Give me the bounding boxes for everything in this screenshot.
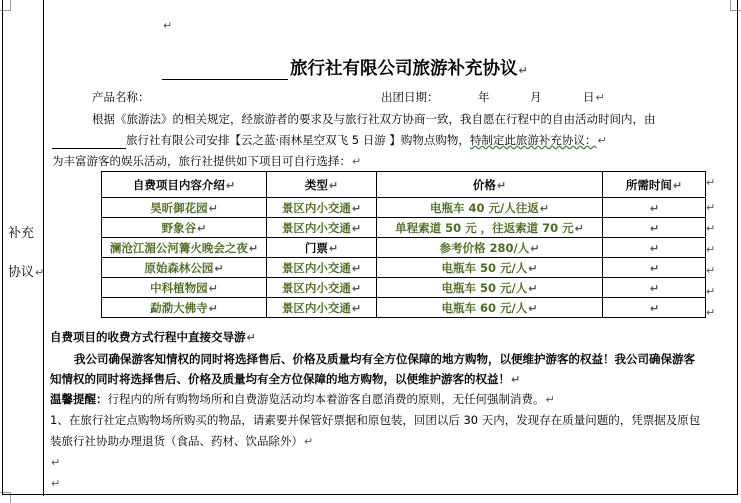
row-end-mark: ↵: [706, 264, 716, 277]
table-header-row: [102, 172, 706, 198]
intro-paragraph-line-1: 根据《旅游法》的相关规定，经旅游者的要求及与旅行社双方协商一致，我自愿在行程中的自由活动时间内，由: [92, 112, 656, 126]
row-end-mark: ↵: [706, 306, 716, 319]
departure-date-line: 出团日期： 年 月 日↵: [381, 90, 605, 104]
item-time: ↵: [603, 198, 706, 218]
header-price: 价格↵: [377, 172, 603, 198]
guarantee-line-2: 知情权的同时将选择售后、价格及质量均有全方位保障的地方购物，以便维护游客的权益！↵: [50, 372, 521, 386]
table-row: [102, 278, 706, 298]
agency-name-blank[interactable]: [52, 135, 126, 149]
intro-paragraph-line-2: 旅行社有限公司安排【云之蓝·雨林星空双飞 5 日游 】购物点购物，特制定此旅游补充协议：↵: [52, 132, 607, 149]
header-type: 类型↵: [267, 172, 377, 198]
item-time: ↵: [603, 258, 706, 278]
table-row: [102, 198, 706, 218]
side-label-supplement: 补充: [8, 226, 35, 241]
guarantee-line-1: 我公司确保游客知情权的同时将选择售后、价格及质量均有全方位保障的地方购物，以便维护游客的权益！我公司确保游客: [74, 352, 695, 366]
item-price: 电瓶车 50 元/人↵: [377, 258, 603, 278]
header-time: 所需时间↵: [603, 172, 706, 198]
item-name: 原始森林公园↵: [102, 258, 267, 278]
item-price: 电瓶车 60 元/人↵: [377, 298, 603, 318]
row-end-mark: ↵: [706, 201, 716, 214]
row-end-mark: ↵: [706, 176, 716, 189]
empty-paragraph-mark: ↵: [51, 477, 61, 490]
row-end-mark: ↵: [706, 285, 716, 298]
item-type: 景区内小交通↵: [267, 278, 377, 298]
product-name-label: 产品名称：: [92, 90, 150, 104]
item-type: 景区内小交通↵: [267, 198, 377, 218]
optional-items-intro: 为丰富游客的娱乐活动，旅行社提供如下项目可自行选择：↵: [52, 154, 362, 168]
fee-method-note: 自费项目的收费方式行程中直接交导游↵: [50, 330, 256, 344]
item-time: ↵: [603, 278, 706, 298]
row-end-mark: ↵: [706, 243, 716, 256]
item-name: 昊昕御花园↵: [102, 198, 267, 218]
return-policy-line-1: 1、在旅行社定点购物场所购买的物品，请素要并保管好票据和原包装，回团以后 30 天内，发现存在质量问题的，凭票据及原包: [50, 413, 701, 427]
company-name-blank[interactable]: [162, 61, 288, 80]
item-time: ↵: [603, 218, 706, 238]
table-row: [102, 298, 706, 318]
departure-date-label: 出团日期：: [381, 90, 439, 104]
item-type: 景区内小交通↵: [267, 298, 377, 318]
item-name: 勐泐大佛寺↵: [102, 298, 267, 318]
item-type: 景区内小交通↵: [267, 218, 377, 238]
item-time: ↵: [603, 238, 706, 258]
item-name: 澜沧江湄公河篝火晚会之夜↵: [102, 238, 267, 258]
reminder-label: 温馨提醒：: [50, 392, 108, 406]
side-column-divider: [43, 0, 44, 496]
table-row: [102, 218, 706, 238]
item-type: 门票↵: [267, 238, 377, 258]
product-name-line: [92, 89, 150, 105]
table-row: [102, 258, 706, 278]
header-item: 自费项目内容介绍↵: [102, 172, 267, 198]
item-price: 参考价格 280/人↵: [377, 238, 603, 258]
empty-paragraph-mark: ↵: [51, 456, 61, 469]
item-price: 单程索道 50 元 ，往返索道 70 元↵: [377, 218, 603, 238]
item-name: 中科植物园↵: [102, 278, 267, 298]
table-row: [102, 238, 706, 258]
side-label-agreement: 协议↵: [8, 265, 45, 280]
row-end-mark: ↵: [706, 222, 716, 235]
item-type: 景区内小交通↵: [267, 258, 377, 278]
item-name: 野象谷↵: [102, 218, 267, 238]
pilcrow-mark: ↵: [163, 19, 173, 32]
return-policy-line-2: 装旅行社协助办理退货（食品、药材、饮品除外）↵: [50, 434, 314, 448]
item-time: ↵: [603, 298, 706, 318]
optional-items-table: [101, 171, 706, 318]
item-price: 电瓶车 50 元/人↵: [377, 278, 603, 298]
reminder-line: 温馨提醒：行程内的所有购物场所和自费游览活动均本着游客自愿消费的原则，无任何强制消费。↵: [50, 392, 555, 406]
item-price: 电瓶车 40 元/人往返↵: [377, 198, 603, 218]
document-title: 旅行社有限公司旅游补充协议↵: [162, 55, 528, 80]
